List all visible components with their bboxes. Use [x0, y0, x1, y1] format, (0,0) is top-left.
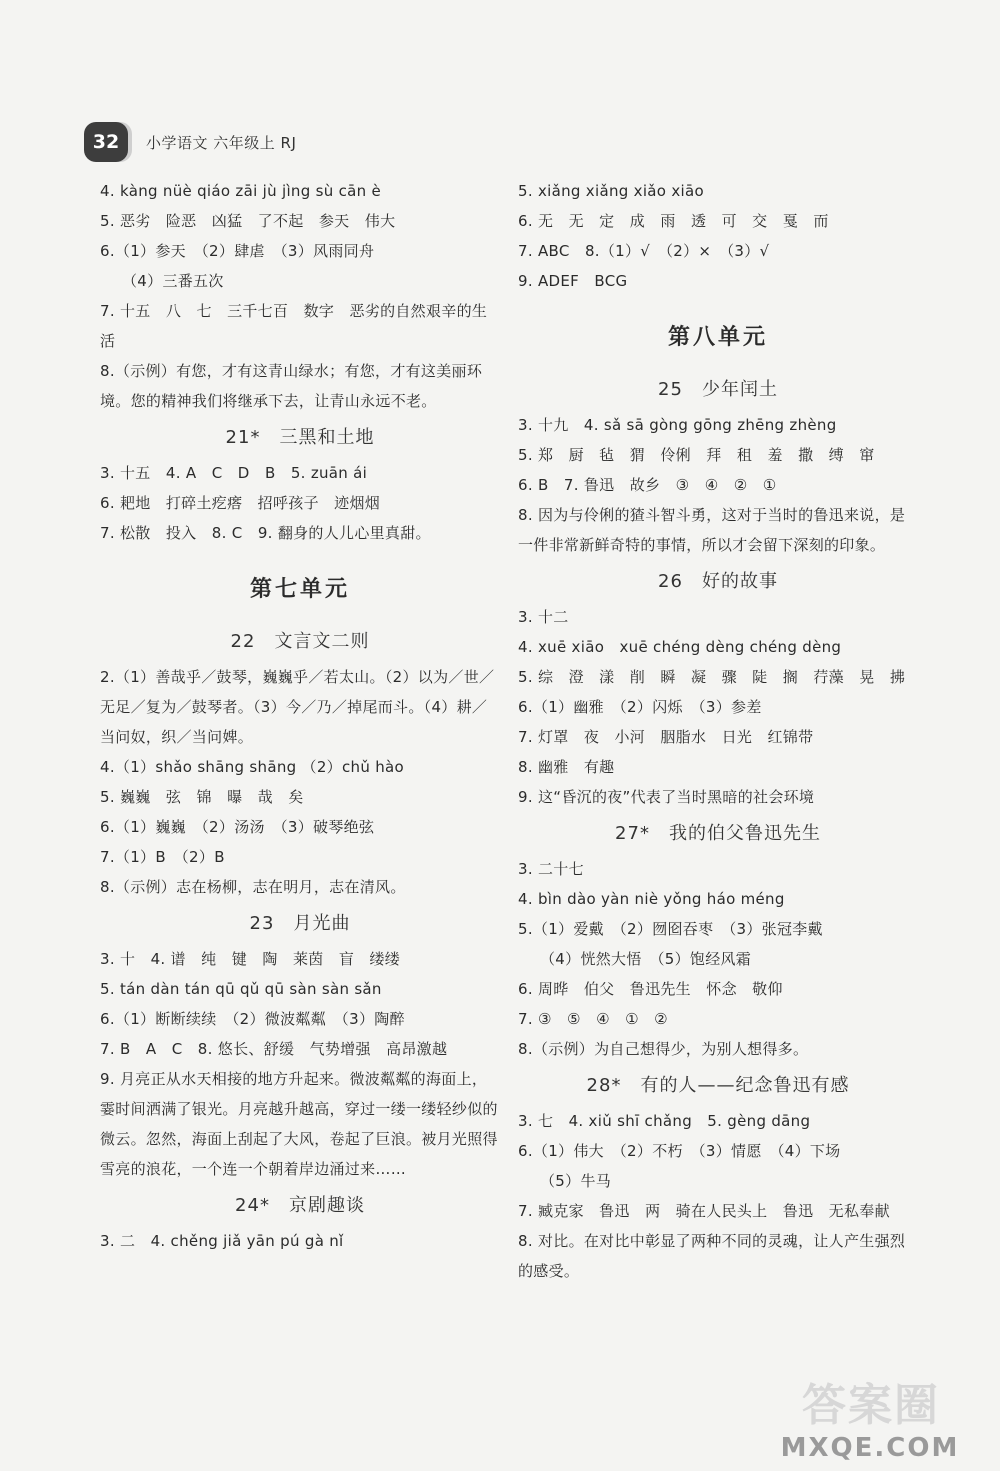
answer-line: （5）牛马	[540, 1172, 612, 1190]
answer-line: 8. 对比。在对比中彰显了两种不同的灵魂，让人产生强烈的感受。	[518, 1232, 906, 1280]
answer-line: 4. kàng nüè qiáo zāi jù jìng sù cān è	[100, 182, 382, 200]
answer-line: 4.（1）shǎo shāng shāng （2）chǔ hào	[100, 758, 404, 776]
lesson-title: 24* 京剧趣谈	[235, 1195, 365, 1216]
answer-line: 7. 臧克家 鲁迅 两 骑在人民头上 鲁迅 无私奉献	[518, 1202, 890, 1220]
answer-line: 4. bìn dào yàn niè yǒng háo méng	[518, 890, 785, 908]
answer-line: 5. tán dàn tán qū qǔ qū sàn sàn sǎn	[100, 980, 382, 998]
answer-line: 5. 综 澄 漾 削 瞬 凝 骤 陡 搁 荇藻 晃 拂	[518, 668, 906, 686]
answer-line: 6.（1）参天 （2）肆虐 （3）风雨同舟	[100, 242, 375, 260]
answer-line: 3. 十五 4. A C D B 5. zuān ái	[100, 464, 368, 482]
answer-line: 8. 幽雅 有趣	[518, 758, 615, 776]
answer-line: （4）恍然大悟 （5）饱经风霜	[540, 950, 752, 968]
lesson-title: 23 月光曲	[249, 913, 351, 934]
answer-line: 8.（示例）为自己想得少，为别人想得多。	[518, 1040, 809, 1058]
answer-line: 6. 耙地 打碎土疙瘩 招呼孩子 迹烟烟	[100, 494, 381, 512]
answer-line: 9. 月亮正从水天相接的地方升起来。微波粼粼的海面上，霎时间洒满了银光。月亮越升越高，穿过一缕一缕轻纱似的微云。忽然，海面上刮起了大风，卷起了巨浪。被月光照得雪亮的浪花，一个连一个朝着岸边涌过来……	[100, 1070, 498, 1178]
watermark-site: MXQE.COM	[780, 1433, 960, 1463]
page-number-badge: 32	[84, 122, 128, 162]
answer-line: 5. 恶劣 险恶 凶猛 了不起 参天 伟大	[100, 212, 396, 230]
answer-line: 5. 郑 厨 毡 猬 伶俐 拜 租 羞 撒 缚 窜	[518, 446, 875, 464]
answer-line: 6.（1）伟大 （2）不朽 （3）情愿 （4）下场	[518, 1142, 841, 1160]
answer-line: 3. 二 4. chěng jiǎ yān pú gà nǐ	[100, 1232, 344, 1250]
answer-line: 9. 这“昏沉的夜”代表了当时黑暗的社会环境	[518, 788, 815, 806]
answer-line: 8. 因为与伶俐的猹斗智斗勇，这对于当时的鲁迅来说，是一件非常新鲜奇特的事情，所以才会留下深刻的印象。	[518, 506, 906, 554]
unit-title: 第八单元	[667, 325, 768, 350]
answer-line: 3. 十九 4. sǎ sā gòng gōng zhēng zhèng	[518, 416, 837, 434]
answer-line: 6. B 7. 鲁迅 故乡 ③ ④ ② ①	[518, 476, 777, 494]
watermark	[700, 1373, 970, 1463]
lesson-title: 22 文言文二则	[230, 631, 370, 652]
lesson-title: 21* 三黑和土地	[225, 427, 375, 448]
answer-line: 7.（1）B （2）B	[100, 848, 225, 866]
answer-line: 7. 十五 八 七 三千七百 数字 恶劣的自然艰辛的生活	[100, 302, 488, 350]
answer-line: 7. 灯罩 夜 小河 胭脂水 日光 红锦带	[518, 728, 814, 746]
right-column	[518, 176, 918, 1286]
answer-line: 3. 十二	[518, 608, 569, 626]
answer-line: （4）三番五次	[122, 272, 224, 290]
answer-line: 5. 巍巍 弦 锦 曝 哉 矣	[100, 788, 304, 806]
answer-line: 6.（1）断断续续 （2）微波粼粼 （3）陶醉	[100, 1010, 405, 1028]
answer-line: 9. ADEF BCG	[518, 272, 628, 290]
answer-line: 7. ABC 8.（1）√ （2）× （3）√	[518, 242, 770, 260]
answer-line: 3. 二十七	[518, 860, 584, 878]
lesson-title: 25 少年闰土	[658, 379, 778, 400]
lesson-title: 28* 有的人——纪念鲁迅有感	[586, 1075, 850, 1096]
page-header	[84, 122, 296, 162]
lesson-title: 26 好的故事	[658, 571, 778, 592]
answer-line: 7. ③ ⑤ ④ ① ②	[518, 1010, 668, 1028]
answer-line: 8.（示例）有您，才有这青山绿水；有您，才有这美丽环境。您的精神我们将继承下去，让青山永远不老。	[100, 362, 483, 410]
answer-line: 3. 十 4. 谱 纯 键 陶 莱茵 盲 缕缕	[100, 950, 401, 968]
answer-line: 6.（1）巍巍 （2）汤汤 （3）破琴绝弦	[100, 818, 375, 836]
answer-line: 5.（1）爱戴 （2）囫囵吞枣 （3）张冠李戴	[518, 920, 823, 938]
answer-line: 2.（1）善哉乎／鼓琴，巍巍乎／若太山。（2）以为／世／无足／复为／鼓琴者。（3）今／乃／掉尾而斗。（4）耕／当问奴，织／当问婢。	[100, 668, 495, 746]
book-title: 小学语文 六年级上 RJ	[146, 133, 297, 152]
unit-title: 第七单元	[249, 577, 350, 602]
answer-line: 6. 周晔 伯父 鲁迅先生 怀念 敬仰	[518, 980, 783, 998]
answer-line: 5. xiǎng xiǎng xiǎo xiāo	[518, 182, 704, 200]
answer-line: 6.（1）幽雅 （2）闪烁 （3）参差	[518, 698, 762, 716]
answer-line: 3. 七 4. xiǔ shī chǎng 5. gèng dāng	[518, 1112, 811, 1130]
watermark-logo: 答案圈	[802, 1380, 940, 1431]
left-column	[100, 176, 500, 1256]
lesson-title: 27* 我的伯父鲁迅先生	[615, 823, 821, 844]
answer-line: 8.（示例）志在杨柳，志在明月，志在清风。	[100, 878, 406, 896]
answer-line: 7. B A C 8. 悠长、舒缓 气势增强 高昂激越	[100, 1040, 448, 1058]
answer-line: 4. xuē xiāo xuē chéng dèng chéng dèng	[518, 638, 842, 656]
answer-line: 7. 松散 投入 8. C 9. 翻身的人儿心里真甜。	[100, 524, 431, 542]
answer-line: 6. 无 无 定 成 雨 透 可 交 戛 而	[518, 212, 829, 230]
